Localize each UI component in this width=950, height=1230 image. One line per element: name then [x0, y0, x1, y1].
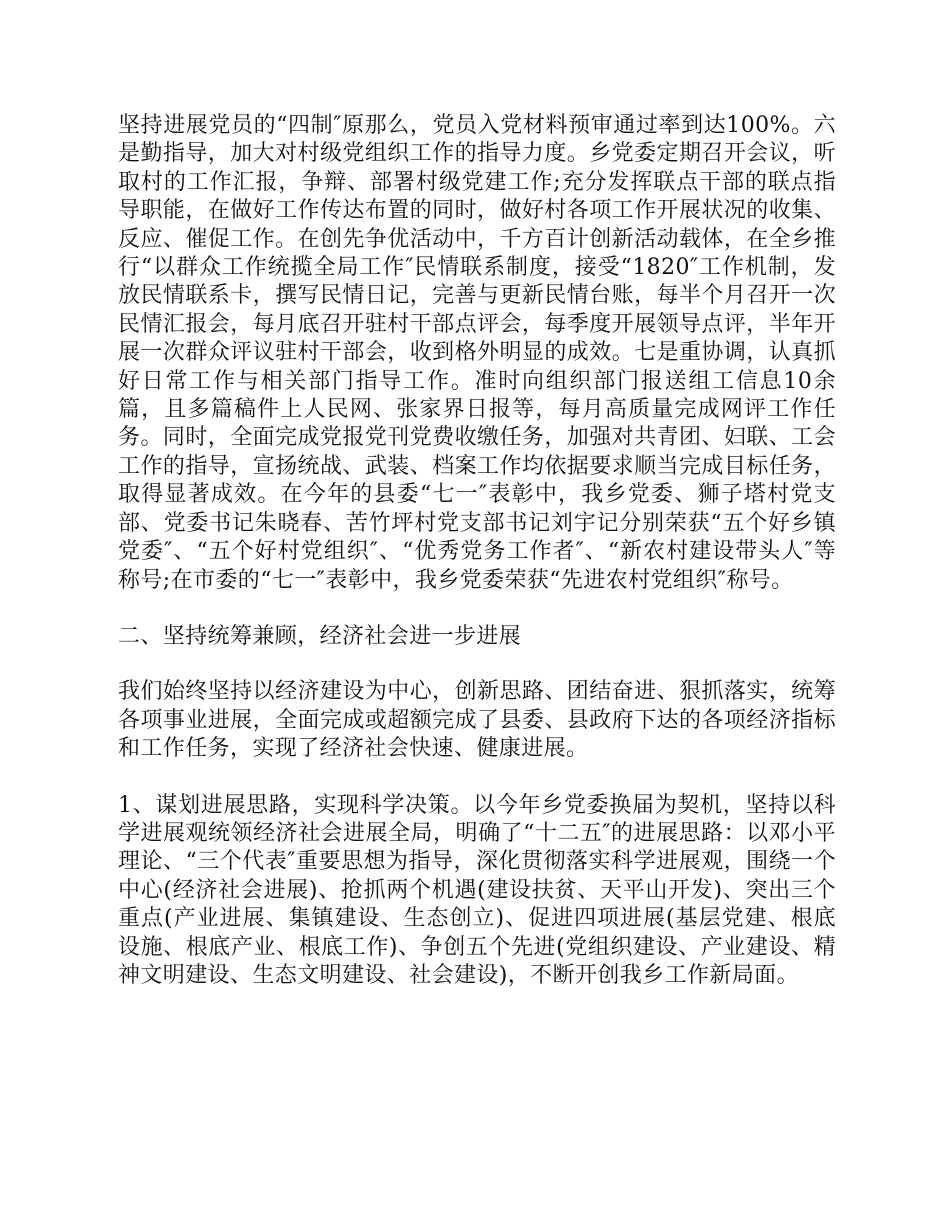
section-heading: 二、坚持统筹兼顾，经济社会进一步进展 — [118, 623, 522, 649]
paragraph-party-work: 坚持进展党员的“四制″原那么，党员入党材料预审通过率到达100%。六是勤指导，加大对村级党组织工作的指导力度。乡党委定期召开会议，听取村的工作汇报，争辩、部署村级党建工作;充分发挥联点干部的联点指导职能，在做好工作传达布置的同时，做好村各项工作开展状况的收集、反应、催促工作。在创先争优活动中，千方百计创新活动载体，在全乡推行“以群众工作统揽全局工作″民情联系制度，接受“1820″工作机制，发放民情联系卡，撰写民情日记，完善与更新民情台账，每半个月召开一次民情汇报会，每月底召开驻村干部点评会，每季度开展领导点评，半年开展一次群众评议驻村干部会，收到格外明显的成效。七是重协调，认真抓好日常工作与相关部门指导工作。准时向组织部门报送组工信息10余篇，且多篇稿件上人民网、张家界日报等，每月高质量完成网评工作任务。同时，全面完成党报党刊党费收缴任务，加强对共青团、妇联、工会工作的指导，宣扬统战、武装、档案工作均依据要求顺当完成目标任务，取得显著成效。在今年的县委“七一″表彰中，我乡党委、狮子塔村党支部、党委书记朱晓春、苦竹坪村党支部书记刘宇记分别荣获“五个好乡镇党委″、“五个好村党组织″、“优秀党务工作者″、“新农村建设带头人″等称号;在市委的“七一″表彰中，我乡党委荣获“先进农村党组织″称号。 — [118, 113, 836, 593]
paragraph-economy-summary: 我们始终坚持以经济建设为中心，创新思路、团结奋进、狠抓落实，统筹各项事业进展，全面完成或超额完成了县委、县政府下达的各项经济指标和工作任务，实现了经济社会快速、健康进展。 — [118, 679, 836, 762]
paragraph-development-plan: 1、谋划进展思路，实现科学决策。以今年乡党委换届为契机，坚持以科学进展观统领经济社会进展全局，明确了“十二五″的进展思路：以邓小平理论、“三个代表″重要思想为指导，深化贯彻落实科学进展观，围绕一个中心(经济社会进展)、抢抓两个机遇(建设扶贫、天平山开发)、突出三个重点(产业进展、集镇建设、生态创立)、促进四项进展(基层党建、根底设施、根底产业、根底工作)、争创五个先进(党组织建设、产业建设、精神文明建设、生态文明建设、社会建设)，不断开创我乡工作新局面。 — [118, 792, 836, 988]
document-body — [118, 112, 836, 1018]
